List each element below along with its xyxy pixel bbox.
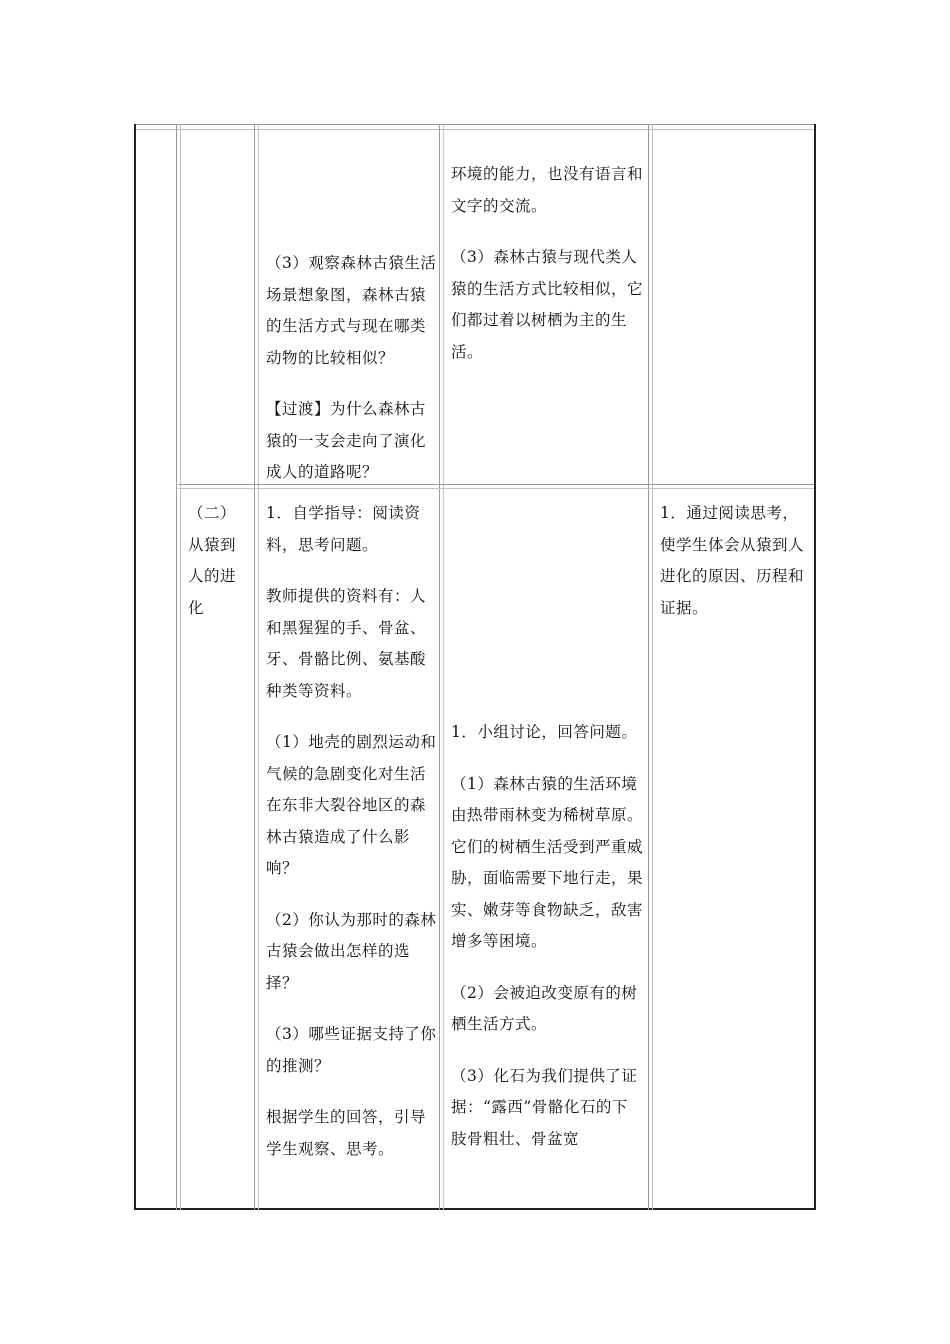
column-divider [439,124,444,1210]
guidance-text: 根据学生的回答，引导学生观察、思考。 [266,1108,427,1158]
row2-student-activity [451,717,643,1155]
answer-1: （1）森林古猿的生活环境由热带雨林变为稀树草原。它们的树栖生活受到严重威胁，面临需要下地行走，果实、嫩芽等食物缺乏，敌害增多等困境。 [451,774,644,950]
self-study-guide: 1．自学指导：阅读资料，思考问题。 [266,504,421,554]
question-2: （2）你认为那时的森林古猿会做出怎样的选择？ [266,910,437,992]
materials-text: 教师提供的资料有：人和黑猩猩的手、骨盆、牙、骨骼比例、氨基酸种类等资料。 [266,587,427,700]
column-divider [254,124,259,1210]
question-1: （1）地壳的剧烈运动和气候的急剧变化对生活在东非大裂谷地区的森林古猿造成了什么影响？ [266,733,437,877]
column-divider [648,124,653,1210]
section-title-cell [188,498,250,624]
row1-teacher-activity [266,248,438,489]
design-intent-text: 1．通过阅读思考，使学生体会从猿到人进化的原因、历程和证据。 [660,504,805,617]
row2-design-intent [660,498,808,624]
row2-teacher-activity [266,498,438,1165]
group-discussion: 1．小组讨论，回答问题。 [451,723,638,741]
answer-3: （3）森林古猿与现代类人猿的生活方式比较相似，它们都过着以树栖为主的生活。 [451,248,644,361]
column-divider [176,124,181,1210]
question-3: （3）观察森林古猿生活场景想象图，森林古猿的生活方式与现在哪类动物的比较相似？ [266,254,437,367]
answer-3: （3）化石为我们提供了证据：“露西”骨骼化石的下肢骨粗壮、骨盆宽 [451,1066,638,1148]
question-3: （3）哪些证据支持了你的推测？ [266,1025,437,1075]
transition-text: 【过渡】为什么森林古猿的一支会走向了演化成人的道路呢？ [266,400,427,481]
answer-continued: 环境的能力，也没有语言和文字的交流。 [451,165,644,215]
row1-student-activity [451,159,643,368]
answer-2: （2）会被迫改变原有的树栖生活方式。 [451,983,638,1033]
section-title: （二）从猿到人的进化 [188,504,237,617]
